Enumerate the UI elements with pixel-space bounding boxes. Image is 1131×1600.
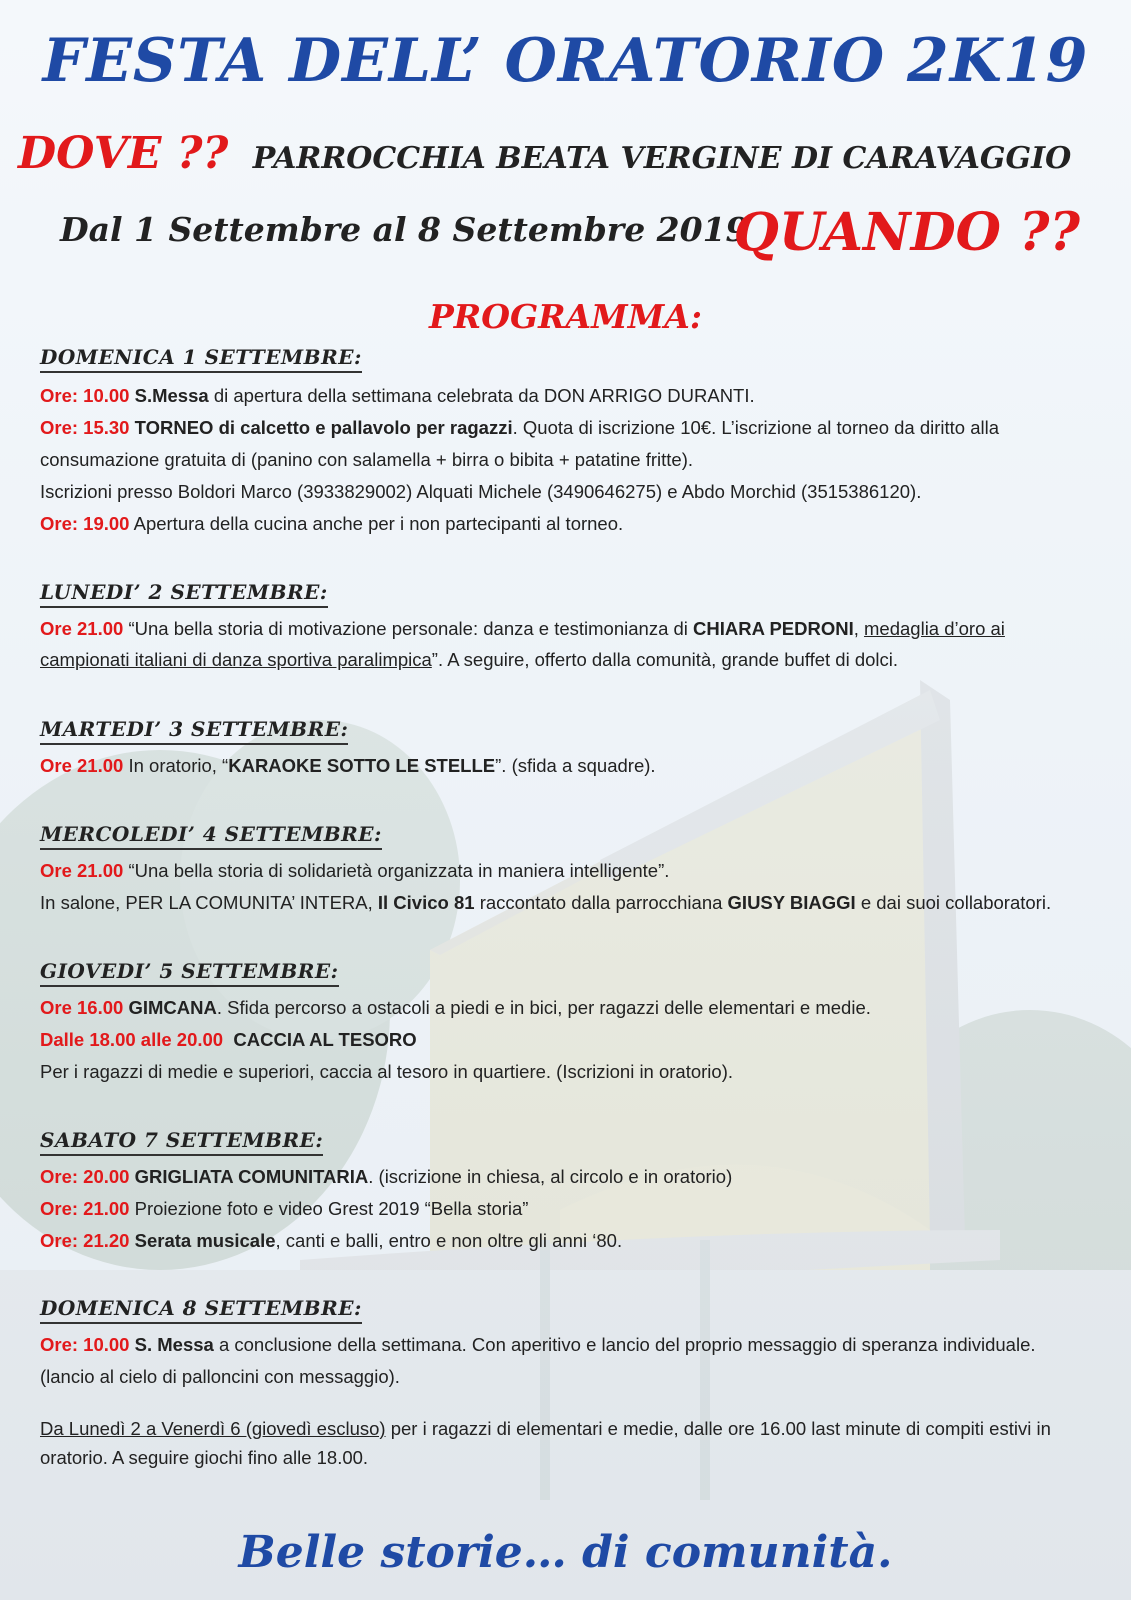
section-heading: GIOVEDI’ 5 SETTEMBRE: (40, 959, 339, 987)
footer-note: Da Lunedì 2 a Venerdì 6 (giovedì escluso) per i ragazzi di elementari e medie, dalle ore 16.00 last minute di compiti estivi in (40, 1418, 1051, 1439)
when-row (60, 202, 1120, 263)
schedule-line: Ore 16.00 GIMCANA. Sfida percorso a ostacoli a piedi e in bici, per ragazzi delle elementari e medie. (40, 997, 871, 1018)
schedule-line: Dalle 18.00 alle 20.00 CACCIA AL TESORO (40, 1029, 417, 1050)
schedule-line: Ore: 20.00 GRIGLIATA COMUNITARIA. (iscrizione in chiesa, al circolo e in oratorio) (40, 1166, 733, 1187)
section-heading: LUNEDI’ 2 SETTEMBRE: (40, 580, 328, 608)
program-heading: PROGRAMMA: (428, 297, 703, 336)
when-value: Dal 1 Settembre al 8 Settembre 2019 (60, 210, 749, 249)
schedule-line: In salone, PER LA COMUNITA’ INTERA, Il Civico 81 raccontato dalla parrocchiana GIUSY BIAGGI e dai suoi collaboratori. (40, 892, 1052, 913)
section-heading: DOMENICA 8 SETTEMBRE: (40, 1296, 362, 1324)
page-title: FESTA DELL’ ORATORIO 2K19 (42, 26, 1089, 96)
schedule-line: (lancio al cielo di palloncini con messaggio). (40, 1366, 400, 1387)
closing-slogan: Belle storie… di comunità. (238, 1527, 893, 1578)
schedule-line: Ore: 15.30 TORNEO di calcetto e pallavolo per ragazzi. Quota di iscrizione 10€. L’iscrizione al torneo da diritto alla (40, 417, 1000, 438)
schedule-line: campionati italiani di danza sportiva paralimpica”. A seguire, offerto dalla comunità, grande buffet di dolci. (40, 649, 899, 670)
section-heading: DOMENICA 1 SETTEMBRE: (40, 345, 362, 373)
schedule-line: Ore 21.00 In oratorio, “KARAOKE SOTTO LE STELLE”. (sfida a squadre). (40, 755, 656, 776)
schedule-line: Ore 21.00 “Una bella storia di solidarietà organizzata in maniera intelligente”. (40, 860, 670, 881)
when-label: QUANDO ?? (733, 202, 1080, 263)
schedule-line: Ore: 10.00 S.Messa di apertura della settimana celebrata da DON ARRIGO DURANTI. (40, 385, 755, 406)
schedule-line: Iscrizioni presso Boldori Marco (3933829002) Alquati Michele (3490646275) e Abdo Morchid (3515386120). (40, 481, 922, 502)
section-heading: MARTEDI’ 3 SETTEMBRE: (40, 717, 348, 745)
footer-note-continued: oratorio. A seguire giochi fino alle 18.00. (40, 1447, 369, 1468)
where-value: PARROCCHIA BEATA VERGINE DI CARAVAGGIO (252, 141, 1072, 176)
schedule-line: Ore 21.00 “Una bella storia di motivazione personale: danza e testimonianza di CHIARA PEDRONI, medaglia d’oro ai (40, 618, 1005, 639)
where-label: DOVE ?? (18, 128, 229, 179)
schedule-line: Ore: 19.00 Apertura della cucina anche per i non partecipanti al torneo. (40, 513, 624, 534)
schedule-line: Per i ragazzi di medie e superiori, caccia al tesoro in quartiere. (Iscrizioni in oratorio). (40, 1061, 734, 1082)
section-heading: SABATO 7 SETTEMBRE: (40, 1128, 323, 1156)
where-row (18, 128, 1118, 179)
schedule-line: Ore: 10.00 S. Messa a conclusione della settimana. Con aperitivo e lancio del proprio messaggio di speranza individuale. (40, 1334, 1036, 1355)
schedule-line: consumazione gratuita di (panino con salamella + birra o bibita + patatine fritte). (40, 449, 694, 470)
section-heading: MERCOLEDI’ 4 SETTEMBRE: (40, 822, 382, 850)
schedule-line: Ore: 21.20 Serata musicale, canti e balli, entro e non oltre gli anni ‘80. (40, 1230, 623, 1251)
schedule-line: Ore: 21.00 Proiezione foto e video Grest 2019 “Bella storia” (40, 1198, 529, 1219)
